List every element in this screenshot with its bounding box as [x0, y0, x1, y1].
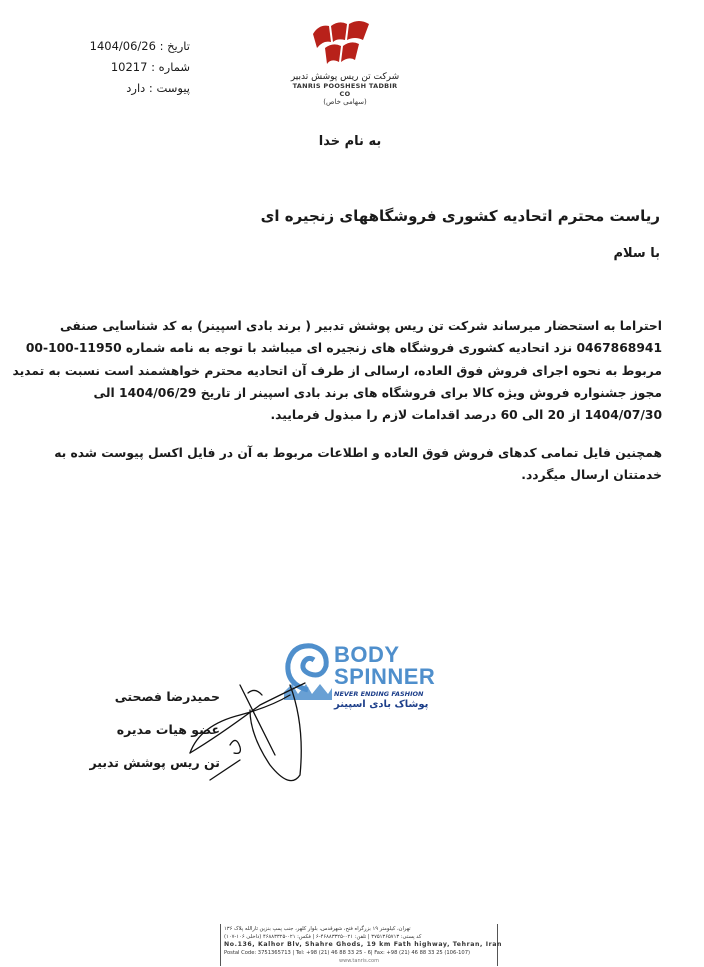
company-name-fa: شرکت تن ریس پوشش تدبیر: [290, 72, 400, 82]
stamp-brand-fa: پوشاک بادی اسپینر: [334, 699, 429, 710]
number-label: شماره :: [151, 60, 190, 74]
letter-meta: [60, 36, 190, 99]
company-name-en: TANRIS POOSHESH TADBIR CO: [292, 82, 398, 98]
footer-address-en: No.136, Kalhor Blv, Shahre Ghods, 19 km Fath highway, Tehran, Iran: [224, 941, 503, 948]
body-line: 1404/07/30 از 20 الی 60 درصد اقدامات لازم را مبذول فرمایید.: [270, 408, 662, 423]
stamp-brand-line2: SPINNER: [334, 664, 436, 689]
attachment-label: پیوست :: [148, 81, 190, 95]
body-line: خدمتتان ارسال میگردد.: [521, 468, 662, 483]
letterhead-footer: [220, 924, 503, 966]
recipient: ریاست محترم اتحادیه کشوری فروشگاههای زنجیره ای: [260, 207, 660, 225]
signatory-title: عضو هیات مدیره: [116, 722, 220, 737]
attachment-row: [60, 78, 190, 99]
date-label: تاریخ :: [159, 39, 190, 53]
footer-phones-en: Postal Code: 3751365713 | Tel: +98 (21) 46 88 33 25 - 6| Fax: +98 (21) 46 88 33 25 (106-107): [224, 950, 471, 956]
signatory-name: حمیدرضا فصحتی: [114, 689, 220, 704]
bismillah: به نام خدا: [318, 134, 382, 149]
number-value: 10217: [110, 60, 148, 74]
company-logo: [290, 18, 400, 106]
body-line: همچنین فایل تمامی کدهای فروش فوق العاده و اطلاعات مربوط به آن در فایل اکسل پیوست شده به: [54, 446, 662, 460]
body-line: مربوط به نحوه اجرای فروش فوق العاده، ارسالی از طرف آن اتحادیه محترم خواهشمند است نسبت به تمدید: [12, 363, 662, 378]
body-paragraph-1: [12, 315, 662, 426]
company-type: (سهامی خاص): [323, 98, 367, 106]
body-paragraph-2: [52, 442, 662, 487]
attachment-value: دارد: [126, 81, 146, 95]
stamp-brand: [334, 644, 435, 688]
body-line: 0467868941 نزد اتحادیه کشوری فروشگاه های زنجیره ای میباشد با توجه به نامه شماره 11950-100-00: [25, 341, 662, 356]
date-value: 1404/06/26: [89, 39, 156, 53]
date-row: [60, 36, 190, 57]
stamp-brand-line1: BODY: [334, 642, 400, 667]
footer-website[interactable]: www.tanris.com: [339, 958, 379, 964]
number-row: [60, 57, 190, 78]
body-line: احتراما به استحضار میرساند شرکت تن ریس پوشش تدبیر ( برند بادی اسپینر) به کد شناسایی صنفی: [59, 319, 662, 333]
greeting: با سلام: [613, 246, 660, 261]
footer-address-fa: تهران، کیلومتر ۱۹ بزرگراه فتح، شهرقدس، بلوار کلهر، جنب پمپ بنزین ثارالله پلاک ۱۳۶: [224, 926, 411, 932]
signatory-block: [70, 680, 220, 779]
stamp-tagline: NEVER ENDING FASHION: [334, 690, 424, 698]
signatory-company: تن ریس پوشش تدبیر: [89, 755, 220, 770]
body-line: مجوز جشنواره فروش ویژه کالا برای فروشگاه های برند بادی اسپینر از تاریخ 1404/06/29 الی: [93, 385, 662, 400]
book-logo-icon: [309, 18, 381, 70]
footer-phones-fa: کد پستی: ۳۷۵۱۳۶۵۷۱۳ | تلفن: ۰۲۱-۴۶۸۸۳۳۲۵-۶ | فکس: ۰۲۱-۴۶۸۸۳۳۲۵ (داخلی ۱۰۶-۱۰۷): [224, 934, 422, 940]
